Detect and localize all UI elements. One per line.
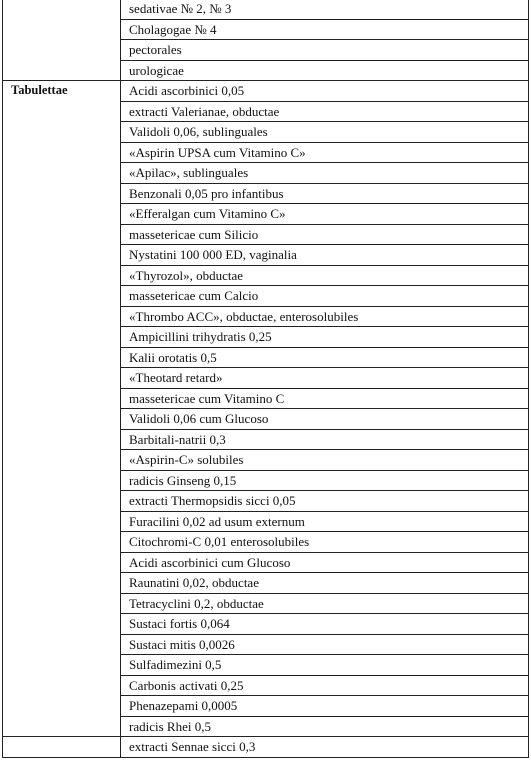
table-row (3, 204, 529, 225)
table-row (3, 429, 529, 450)
dosage-form-cell (3, 368, 121, 389)
dosage-form-cell (3, 347, 121, 368)
dosage-form-cell (3, 224, 121, 245)
preparation-cell: Phenazepami 0,0005 (121, 696, 529, 717)
preparation-cell: «Aspirin UPSA cum Vitamino C» (121, 142, 529, 163)
dosage-form-cell: Tabulettae (3, 81, 121, 102)
dosage-form-cell (3, 470, 121, 491)
table-row (3, 470, 529, 491)
dosage-form-cell (3, 655, 121, 676)
preparation-cell: extracti Thermopsidis sicci 0,05 (121, 491, 529, 512)
preparation-cell: massetericae cum Vitamino C (121, 388, 529, 409)
table-row (3, 347, 529, 368)
table-row (3, 81, 529, 102)
dosage-form-cell (3, 327, 121, 348)
dosage-form-cell (3, 40, 121, 61)
preparation-cell: Sustaci fortis 0,064 (121, 614, 529, 635)
preparation-cell: massetericae cum Calcio (121, 286, 529, 307)
table-row (3, 40, 529, 61)
preparation-cell: Furacilini 0,02 ad usum externum (121, 511, 529, 532)
drug-forms-table (2, 0, 529, 758)
preparation-cell: «Apilac», sublinguales (121, 163, 529, 184)
table-row (3, 716, 529, 737)
preparation-cell: urologicae (121, 60, 529, 81)
preparation-cell: radicis Ginseng 0,15 (121, 470, 529, 491)
preparation-cell: Validoli 0,06, sublinguales (121, 122, 529, 143)
preparation-cell: Acidi ascorbinici 0,05 (121, 81, 529, 102)
dosage-form-cell (3, 204, 121, 225)
table-row (3, 532, 529, 553)
table-row (3, 573, 529, 594)
dosage-form-cell (3, 491, 121, 512)
dosage-form-cell (3, 265, 121, 286)
dosage-form-cell (3, 60, 121, 81)
dosage-form-cell (3, 142, 121, 163)
preparation-cell: Cholagogae № 4 (121, 19, 529, 40)
table-row (3, 409, 529, 430)
dosage-form-cell (3, 409, 121, 430)
table-row (3, 675, 529, 696)
dosage-form-cell (3, 286, 121, 307)
table-row (3, 245, 529, 266)
preparation-cell: Kalii orotatis 0,5 (121, 347, 529, 368)
preparation-cell: Benzonali 0,05 pro infantibus (121, 183, 529, 204)
dosage-form-cell (3, 573, 121, 594)
table-row (3, 368, 529, 389)
dosage-form-cell (3, 614, 121, 635)
table-row (3, 511, 529, 532)
dosage-form-cell (3, 19, 121, 40)
dosage-form-cell (3, 675, 121, 696)
dosage-form-cell (3, 532, 121, 553)
dosage-form-cell (3, 122, 121, 143)
table-row (3, 655, 529, 676)
table-row (3, 122, 529, 143)
table-row (3, 552, 529, 573)
table-row (3, 19, 529, 40)
preparation-cell: Carbonis activati 0,25 (121, 675, 529, 696)
preparation-cell: «Thyrozol», obductae (121, 265, 529, 286)
preparation-cell: «Aspirin-C» solubiles (121, 450, 529, 471)
dosage-form-cell (3, 450, 121, 471)
table-row (3, 163, 529, 184)
dosage-form-cell (3, 552, 121, 573)
table-row (3, 491, 529, 512)
table-row (3, 183, 529, 204)
table-row (3, 614, 529, 635)
preparation-cell: Acidi ascorbinici cum Glucoso (121, 552, 529, 573)
preparation-cell: massetericae cum Silicio (121, 224, 529, 245)
table-row (3, 327, 529, 348)
preparation-cell: Sulfadimezini 0,5 (121, 655, 529, 676)
preparation-cell: Raunatini 0,02, obductae (121, 573, 529, 594)
table-body (3, 0, 529, 757)
table-row (3, 696, 529, 717)
table-row (3, 265, 529, 286)
dosage-form-cell (3, 634, 121, 655)
preparation-cell: Barbitali-natrii 0,3 (121, 429, 529, 450)
table-row (3, 634, 529, 655)
preparation-cell: Nystatini 100 000 ED, vaginalia (121, 245, 529, 266)
preparation-cell: Tetracyclini 0,2, obductae (121, 593, 529, 614)
preparation-cell: «Thrombo ACC», obductae, enterosolubiles (121, 306, 529, 327)
dosage-form-cell (3, 306, 121, 327)
dosage-form-cell (3, 737, 121, 758)
dosage-form-cell (3, 696, 121, 717)
preparation-cell: «Theotard retard» (121, 368, 529, 389)
table-row (3, 306, 529, 327)
preparation-cell: radicis Rhei 0,5 (121, 716, 529, 737)
preparation-cell: Citochromi-C 0,01 enterosolubiles (121, 532, 529, 553)
table-row (3, 388, 529, 409)
preparation-cell: «Efferalgan cum Vitamino C» (121, 204, 529, 225)
dosage-form-cell (3, 0, 121, 19)
table-row (3, 286, 529, 307)
dosage-form-cell (3, 163, 121, 184)
dosage-form-cell (3, 511, 121, 532)
dosage-form-cell (3, 101, 121, 122)
preparation-cell: pectorales (121, 40, 529, 61)
preparation-cell: Ampicillini trihydratis 0,25 (121, 327, 529, 348)
dosage-form-cell (3, 716, 121, 737)
preparation-cell: extracti Valerianae, obductae (121, 101, 529, 122)
dosage-form-cell (3, 593, 121, 614)
preparation-cell: sedativae № 2, № 3 (121, 0, 529, 19)
table-row (3, 60, 529, 81)
dosage-form-cell (3, 183, 121, 204)
preparation-cell: Sustaci mitis 0,0026 (121, 634, 529, 655)
dosage-form-cell (3, 429, 121, 450)
table-row (3, 224, 529, 245)
table-row (3, 450, 529, 471)
table-row (3, 142, 529, 163)
table-row (3, 0, 529, 19)
dosage-form-cell (3, 388, 121, 409)
table-row (3, 593, 529, 614)
table-row (3, 101, 529, 122)
table-row (3, 737, 529, 758)
preparation-cell: Validoli 0,06 cum Glucoso (121, 409, 529, 430)
preparation-cell: extracti Sennae sicci 0,3 (121, 737, 529, 758)
dosage-form-cell (3, 245, 121, 266)
